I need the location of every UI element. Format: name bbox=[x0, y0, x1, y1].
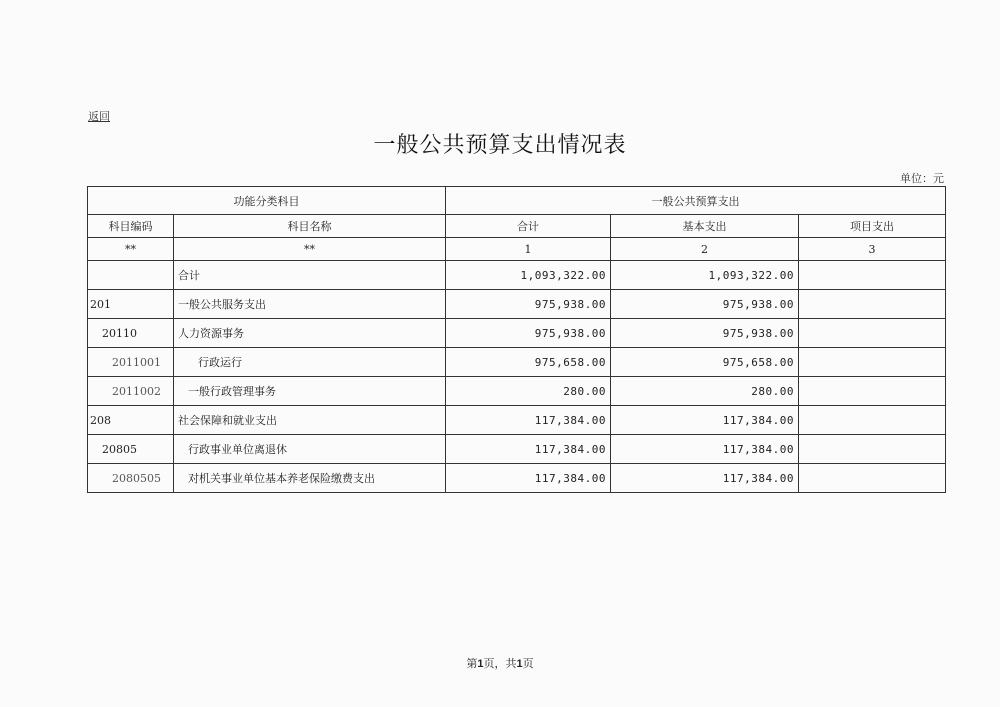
row-basic: 975,938.00 bbox=[611, 290, 799, 319]
back-link[interactable]: 返回 bbox=[88, 110, 110, 123]
table-row bbox=[88, 406, 946, 435]
row-name: 对机关事业单位基本养老保险缴费支出 bbox=[174, 464, 446, 493]
table-row bbox=[88, 464, 946, 493]
index-project: 3 bbox=[799, 238, 946, 261]
row-project bbox=[799, 290, 946, 319]
page-title: 一般公共预算支出情况表 bbox=[373, 133, 627, 158]
row-basic: 975,658.00 bbox=[611, 348, 799, 377]
row-total: 117,384.00 bbox=[446, 406, 611, 435]
footer-prefix: 第 bbox=[466, 657, 478, 670]
header-row-columns bbox=[88, 215, 946, 238]
table-row bbox=[88, 435, 946, 464]
row-code: 20110 bbox=[88, 319, 174, 348]
row-basic: 117,384.00 bbox=[611, 464, 799, 493]
row-name: 社会保障和就业支出 bbox=[174, 406, 446, 435]
header-code: 科目编码 bbox=[88, 215, 174, 238]
row-total: 117,384.00 bbox=[446, 435, 611, 464]
row-total: 975,938.00 bbox=[446, 319, 611, 348]
row-code bbox=[88, 261, 174, 290]
table-row bbox=[88, 319, 946, 348]
table-row bbox=[88, 348, 946, 377]
page-footer bbox=[0, 655, 1000, 671]
row-code: 20805 bbox=[88, 435, 174, 464]
index-name: ** bbox=[174, 238, 446, 261]
row-code: 2080505 bbox=[88, 464, 174, 493]
row-code: 2011001 bbox=[88, 348, 174, 377]
row-name: 人力资源事务 bbox=[174, 319, 446, 348]
footer-mid: 页，共 bbox=[483, 657, 517, 670]
unit-label: 单位：元 bbox=[900, 172, 944, 185]
table-row bbox=[88, 261, 946, 290]
header-row-index bbox=[88, 238, 946, 261]
index-code: ** bbox=[88, 238, 174, 261]
header-functional-category: 功能分类科目 bbox=[88, 187, 446, 215]
index-basic: 2 bbox=[611, 238, 799, 261]
row-project bbox=[799, 435, 946, 464]
row-basic: 975,938.00 bbox=[611, 319, 799, 348]
footer-page-number: 1 bbox=[477, 658, 484, 670]
row-project bbox=[799, 261, 946, 290]
row-total: 975,938.00 bbox=[446, 290, 611, 319]
footer-suffix: 页 bbox=[522, 657, 534, 670]
row-basic: 117,384.00 bbox=[611, 435, 799, 464]
row-total: 280.00 bbox=[446, 377, 611, 406]
row-name: 合计 bbox=[174, 261, 446, 290]
row-name: 行政运行 bbox=[174, 348, 446, 377]
header-basic: 基本支出 bbox=[611, 215, 799, 238]
header-budget-expenditure: 一般公共预算支出 bbox=[446, 187, 946, 215]
table-row bbox=[88, 377, 946, 406]
row-name: 行政事业单位离退休 bbox=[174, 435, 446, 464]
row-project bbox=[799, 406, 946, 435]
row-project bbox=[799, 319, 946, 348]
row-basic: 117,384.00 bbox=[611, 406, 799, 435]
header-row-group bbox=[88, 187, 946, 215]
row-code: 208 bbox=[88, 406, 174, 435]
row-total: 975,658.00 bbox=[446, 348, 611, 377]
table-row bbox=[88, 290, 946, 319]
row-project bbox=[799, 464, 946, 493]
header-project: 项目支出 bbox=[799, 215, 946, 238]
row-code: 201 bbox=[88, 290, 174, 319]
row-name: 一般公共服务支出 bbox=[174, 290, 446, 319]
row-basic: 1,093,322.00 bbox=[611, 261, 799, 290]
header-name: 科目名称 bbox=[174, 215, 446, 238]
row-total: 1,093,322.00 bbox=[446, 261, 611, 290]
index-total: 1 bbox=[446, 238, 611, 261]
row-code: 2011002 bbox=[88, 377, 174, 406]
header-total: 合计 bbox=[446, 215, 611, 238]
budget-table bbox=[87, 186, 946, 493]
footer-total-pages: 1 bbox=[516, 658, 523, 670]
row-name: 一般行政管理事务 bbox=[174, 377, 446, 406]
row-project bbox=[799, 348, 946, 377]
row-basic: 280.00 bbox=[611, 377, 799, 406]
row-project bbox=[799, 377, 946, 406]
row-total: 117,384.00 bbox=[446, 464, 611, 493]
